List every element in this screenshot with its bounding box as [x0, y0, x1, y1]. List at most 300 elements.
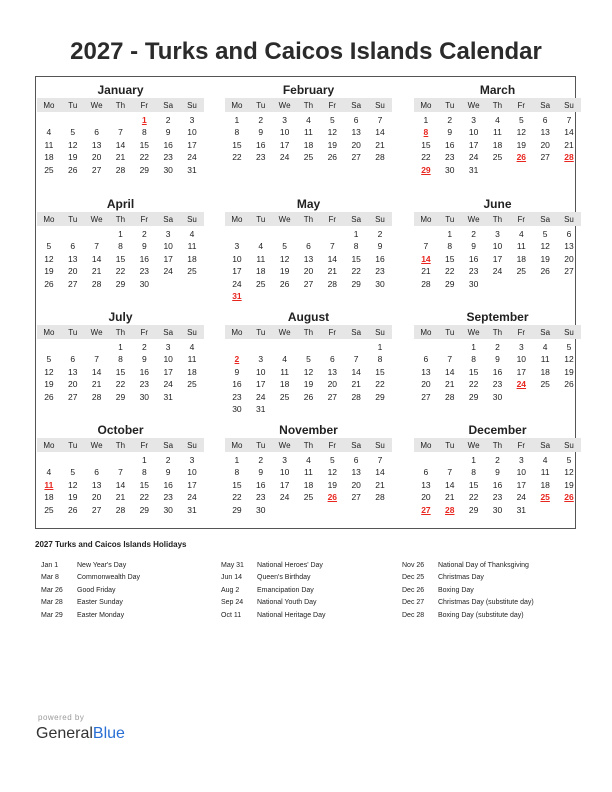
day-cell: 19	[540, 253, 550, 264]
day-cell: 13	[303, 253, 314, 264]
day-cell: 30	[139, 278, 150, 289]
weekday-label: We	[278, 327, 291, 337]
day-cell: 22	[468, 492, 479, 503]
weekday-header	[37, 98, 204, 112]
day-cell: 28	[375, 492, 385, 503]
day-cell: 25	[303, 492, 314, 503]
day-cell: 23	[445, 152, 455, 163]
day-cell: 23	[232, 391, 242, 402]
day-cell: 2	[141, 342, 147, 352]
weekday-label: Su	[187, 327, 197, 337]
day-cell: 11	[280, 366, 290, 377]
day-cell: 14	[445, 479, 455, 490]
day-cell: 17	[163, 253, 173, 264]
day-cell: 8	[141, 467, 147, 478]
day-cell: 7	[329, 241, 335, 252]
weekday-label: Mo	[231, 214, 243, 224]
day-cell: 8	[447, 241, 453, 252]
day-cell: 6	[353, 115, 359, 125]
weekday-label: Th	[492, 100, 503, 110]
weekday-label: We	[467, 327, 480, 337]
holiday-day-cell: 2	[234, 354, 240, 365]
day-cell: 8	[118, 354, 123, 365]
day-cell: 11	[304, 467, 313, 478]
day-cell: 29	[468, 504, 479, 515]
day-cell: 5	[329, 455, 335, 465]
day-cell: 27	[564, 266, 574, 277]
day-cell: 13	[91, 139, 102, 150]
holiday-day-cell: 26	[327, 492, 338, 503]
day-cell: 7	[447, 354, 453, 365]
day-cell: 8	[118, 241, 123, 252]
month-february	[225, 83, 392, 163]
day-cell: 30	[492, 391, 503, 402]
holiday-day-cell: 8	[423, 127, 429, 138]
day-cell: 7	[566, 115, 572, 125]
weekday-label: Su	[187, 100, 197, 110]
day-cell: 16	[492, 479, 503, 490]
holiday-name: National Heroes' Day	[257, 562, 323, 569]
day-cell: 26	[44, 278, 54, 289]
day-cell: 17	[279, 139, 290, 150]
day-cell: 22	[139, 152, 150, 163]
day-cell: 27	[327, 391, 338, 402]
day-cell: 4	[189, 342, 195, 352]
day-cell: 29	[139, 164, 150, 175]
day-cell: 12	[44, 253, 54, 264]
holiday-item	[221, 585, 325, 597]
day-cell: 2	[471, 229, 476, 239]
day-cell: 3	[189, 115, 195, 125]
weekday-label: Sa	[351, 100, 362, 110]
day-cell: 8	[234, 467, 240, 478]
day-cell: 15	[445, 253, 455, 264]
day-cell: 9	[141, 241, 147, 252]
day-cell: 5	[70, 467, 76, 478]
day-cell: 10	[516, 467, 527, 478]
day-cell: 19	[564, 366, 574, 377]
weekday-label: Th	[492, 214, 503, 224]
powered-by-label: powered by	[38, 713, 85, 722]
day-cell: 19	[516, 139, 527, 150]
day-cell: 9	[258, 467, 264, 478]
day-cell: 19	[279, 266, 290, 277]
month-november	[225, 423, 392, 515]
day-cell: 22	[139, 492, 150, 503]
holiday-date: Dec 28	[402, 611, 425, 619]
day-cell: 11	[187, 241, 197, 252]
day-cell: 5	[566, 455, 572, 465]
day-cell: 26	[564, 379, 574, 390]
day-cell: 20	[91, 152, 102, 163]
month-name: May	[296, 197, 321, 211]
day-cell: 16	[139, 253, 150, 264]
day-cell: 30	[232, 404, 242, 414]
day-cell: 16	[468, 253, 479, 264]
day-cell: 14	[375, 127, 385, 138]
holiday-date: Jan 1	[41, 562, 59, 569]
holiday-column	[221, 560, 325, 622]
day-cell: 19	[564, 479, 574, 490]
weekday-label: Mo	[231, 440, 243, 450]
weekday-label: Su	[187, 214, 197, 224]
day-cell: 11	[540, 354, 550, 365]
weekday-label: We	[467, 100, 480, 110]
day-cell: 24	[279, 152, 290, 163]
day-cell: 7	[377, 115, 383, 125]
day-cell: 7	[94, 354, 99, 365]
generalblue-logo[interactable]	[36, 725, 125, 743]
weekday-label: Tu	[256, 214, 266, 224]
day-cell: 4	[46, 127, 52, 138]
day-cell: 21	[91, 379, 102, 390]
weekday-label: Tu	[445, 214, 455, 224]
day-cell: 1	[423, 115, 429, 125]
holiday-date: May 31	[221, 562, 244, 569]
day-cell: 5	[518, 115, 524, 125]
holiday-item	[41, 585, 140, 597]
day-cell: 11	[44, 139, 54, 150]
weekday-label: Su	[564, 214, 574, 224]
day-cell: 27	[91, 504, 102, 515]
day-cell: 1	[471, 455, 476, 465]
month-name: July	[108, 310, 133, 324]
holiday-item	[41, 597, 140, 609]
day-cell: 14	[327, 253, 338, 264]
day-cell: 1	[377, 342, 383, 352]
day-cell: 4	[306, 455, 311, 465]
day-cell: 21	[564, 139, 574, 150]
holiday-item	[402, 585, 534, 597]
day-cell: 3	[518, 455, 524, 465]
day-cell: 18	[303, 139, 314, 150]
day-cell: 13	[91, 479, 102, 490]
weekday-label: Mo	[420, 214, 432, 224]
day-cell: 7	[447, 467, 453, 478]
day-cell: 22	[421, 152, 431, 163]
weekday-label: Sa	[351, 440, 362, 450]
day-cell: 21	[351, 379, 361, 390]
day-cell: 2	[377, 229, 383, 239]
holiday-date: Sep 24	[221, 599, 244, 607]
day-cell: 1	[118, 342, 123, 352]
day-cell: 24	[468, 152, 479, 163]
weekday-label: We	[278, 440, 291, 450]
day-cell: 11	[256, 253, 266, 264]
day-cell: 2	[165, 115, 171, 125]
day-cell: 17	[516, 366, 527, 377]
holiday-date: Oct 11	[221, 611, 242, 619]
day-cell: 4	[306, 115, 311, 125]
weekday-label: Tu	[445, 440, 455, 450]
day-cell: 17	[468, 139, 479, 150]
day-cell: 28	[327, 278, 338, 289]
day-cell: 20	[421, 492, 431, 503]
day-cell: 25	[516, 266, 527, 277]
weekday-label: Mo	[420, 327, 432, 337]
day-cell: 31	[516, 504, 527, 515]
holiday-day-cell: 31	[232, 291, 242, 301]
day-cell: 3	[495, 229, 500, 239]
holiday-name: Easter Monday	[77, 611, 125, 619]
day-cell: 16	[232, 379, 242, 390]
weekday-label: Sa	[540, 214, 551, 224]
day-cell: 18	[279, 379, 290, 390]
month-name: November	[279, 423, 338, 437]
weekday-header	[225, 212, 392, 226]
weekday-label: Th	[303, 214, 314, 224]
month-name: September	[466, 310, 529, 324]
weekday-label: Fr	[328, 214, 337, 224]
day-cell: 17	[256, 379, 266, 390]
weekday-label: We	[278, 100, 291, 110]
day-cell: 31	[256, 404, 266, 414]
day-cell: 7	[118, 127, 123, 138]
weekday-label: Su	[564, 440, 574, 450]
day-cell: 25	[279, 391, 290, 402]
day-cell: 13	[351, 127, 361, 138]
day-cell: 15	[139, 479, 150, 490]
day-cell: 21	[421, 266, 431, 277]
day-cell: 10	[279, 127, 290, 138]
month-january	[37, 83, 204, 175]
weekday-label: Th	[115, 214, 126, 224]
holiday-name: Easter Sunday	[77, 599, 123, 607]
day-cell: 26	[68, 164, 78, 175]
page-title: 2027 - Turks and Caicos Islands Calendar	[70, 38, 542, 65]
day-cell: 14	[115, 479, 126, 490]
holiday-day-cell: 28	[445, 504, 455, 515]
holiday-date: Mar 26	[41, 586, 63, 594]
weekday-label: Fr	[140, 100, 149, 110]
weekday-label: Sa	[163, 100, 174, 110]
day-cell: 6	[423, 467, 429, 478]
day-cell: 24	[516, 492, 527, 503]
holiday-name: Queen's Birthday	[257, 574, 311, 582]
weekday-label: We	[467, 214, 480, 224]
day-cell: 12	[564, 467, 574, 478]
day-cell: 18	[540, 366, 550, 377]
day-cell: 17	[187, 139, 197, 150]
weekday-label: Fr	[328, 100, 337, 110]
day-cell: 13	[327, 366, 338, 377]
day-cell: 5	[542, 229, 548, 239]
day-cell: 9	[471, 241, 476, 252]
weekday-label: Sa	[540, 327, 551, 337]
weekday-header	[414, 325, 581, 339]
weekday-label: Su	[375, 214, 385, 224]
day-cell: 13	[68, 253, 78, 264]
weekday-label: Sa	[163, 214, 174, 224]
day-cell: 1	[234, 115, 240, 125]
holiday-day-cell: 26	[564, 492, 574, 503]
day-cell: 30	[163, 164, 173, 175]
day-cell: 18	[492, 139, 503, 150]
day-cell: 26	[279, 278, 290, 289]
weekday-header	[37, 212, 204, 226]
month-name: June	[483, 197, 512, 211]
day-cell: 10	[163, 241, 173, 252]
month-june	[414, 197, 581, 289]
holiday-item	[41, 560, 140, 572]
weekday-label: We	[90, 440, 103, 450]
day-cell: 5	[46, 354, 52, 365]
holiday-column	[41, 560, 140, 622]
weekday-label: Tu	[256, 100, 266, 110]
holiday-date: Dec 25	[402, 574, 425, 582]
day-cell: 26	[68, 504, 78, 515]
day-cell: 31	[163, 391, 173, 402]
day-cell: 11	[187, 354, 197, 365]
holiday-day-cell: 1	[141, 115, 147, 125]
weekday-label: Sa	[163, 327, 174, 337]
day-cell: 12	[540, 241, 550, 252]
holidays-title: 2027 Turks and Caicos Islands Holidays	[35, 540, 187, 549]
day-cell: 9	[165, 467, 171, 478]
day-cell: 23	[139, 266, 150, 277]
day-cell: 30	[445, 164, 455, 175]
day-cell: 15	[468, 479, 479, 490]
weekday-label: Mo	[43, 327, 55, 337]
weekday-label: Tu	[68, 214, 78, 224]
weekday-label: Tu	[68, 100, 78, 110]
weekday-label: Tu	[256, 440, 266, 450]
day-cell: 20	[91, 492, 102, 503]
day-cell: 5	[282, 241, 287, 252]
day-cell: 12	[44, 366, 54, 377]
day-cell: 14	[115, 139, 126, 150]
day-cell: 18	[187, 253, 197, 264]
holiday-name: National Day of Thanksgiving	[438, 562, 529, 569]
weekday-label: Th	[303, 327, 314, 337]
holiday-date: Aug 2	[221, 586, 240, 594]
day-cell: 1	[471, 342, 476, 352]
month-april	[37, 197, 204, 289]
day-cell: 14	[445, 366, 455, 377]
day-cell: 18	[540, 479, 550, 490]
day-cell: 17	[187, 479, 197, 490]
holiday-day-cell: 29	[421, 164, 431, 175]
day-cell: 19	[327, 139, 338, 150]
day-cell: 28	[351, 391, 361, 402]
day-cell: 2	[165, 455, 171, 465]
day-cell: 13	[421, 366, 431, 377]
day-cell: 16	[375, 253, 385, 264]
day-cell: 15	[421, 139, 431, 150]
weekday-label: Tu	[445, 100, 455, 110]
weekday-label: Sa	[351, 327, 362, 337]
holiday-day-cell: 25	[540, 492, 550, 503]
holiday-date: Jun 14	[221, 574, 243, 582]
day-cell: 8	[234, 127, 240, 138]
day-cell: 11	[516, 241, 526, 252]
day-cell: 3	[258, 354, 264, 365]
day-cell: 19	[68, 152, 78, 163]
day-cell: 30	[139, 391, 150, 402]
holiday-date: Mar 29	[41, 611, 63, 619]
month-name: March	[479, 83, 516, 97]
month-october	[37, 423, 204, 515]
weekday-label: Fr	[517, 214, 526, 224]
weekday-header	[414, 212, 581, 226]
day-cell: 24	[256, 391, 266, 402]
day-cell: 18	[44, 152, 54, 163]
weekday-label: Fr	[140, 327, 149, 337]
day-cell: 22	[351, 266, 361, 277]
holiday-item	[402, 597, 534, 609]
day-cell: 9	[234, 366, 240, 377]
weekday-label: We	[278, 214, 291, 224]
day-cell: 8	[471, 354, 476, 365]
day-cell: 10	[163, 354, 173, 365]
day-cell: 14	[351, 366, 361, 377]
holiday-name: Christmas Day	[438, 574, 484, 582]
holiday-date: Dec 27	[402, 599, 425, 607]
day-cell: 23	[139, 379, 150, 390]
weekday-label: Su	[375, 100, 385, 110]
weekday-header	[37, 438, 204, 452]
day-cell: 4	[542, 455, 548, 465]
day-cell: 25	[256, 278, 266, 289]
day-cell: 10	[468, 127, 479, 138]
day-cell: 20	[68, 266, 78, 277]
weekday-header	[225, 98, 392, 112]
day-cell: 22	[375, 379, 385, 390]
day-cell: 12	[327, 467, 338, 478]
day-cell: 27	[91, 164, 102, 175]
day-cell: 29	[232, 504, 242, 515]
day-cell: 3	[165, 342, 171, 352]
day-cell: 15	[139, 139, 150, 150]
weekday-label: Su	[187, 440, 197, 450]
weekday-label: We	[90, 214, 103, 224]
day-cell: 2	[258, 115, 264, 125]
day-cell: 5	[329, 115, 335, 125]
day-cell: 23	[492, 492, 503, 503]
day-cell: 21	[91, 266, 102, 277]
day-cell: 22	[445, 266, 455, 277]
day-cell: 30	[375, 278, 385, 289]
day-cell: 28	[421, 278, 431, 289]
holiday-item	[221, 597, 325, 609]
day-cell: 29	[445, 278, 455, 289]
day-cell: 1	[141, 455, 147, 465]
day-cell: 24	[232, 278, 242, 289]
day-cell: 14	[375, 467, 385, 478]
weekday-label: Sa	[540, 440, 551, 450]
day-cell: 20	[540, 139, 550, 150]
day-cell: 16	[163, 479, 173, 490]
day-cell: 6	[353, 455, 359, 465]
holiday-date: Mar 8	[41, 574, 59, 582]
weekday-label: Th	[303, 100, 314, 110]
day-cell: 1	[118, 229, 123, 239]
day-cell: 23	[163, 152, 173, 163]
day-cell: 27	[351, 492, 361, 503]
day-cell: 18	[256, 266, 266, 277]
day-cell: 3	[282, 455, 287, 465]
weekday-label: Fr	[517, 440, 526, 450]
month-name: August	[287, 310, 330, 324]
day-cell: 22	[232, 492, 242, 503]
day-cell: 25	[187, 266, 197, 277]
day-cell: 1	[234, 455, 240, 465]
day-cell: 7	[377, 455, 383, 465]
day-cell: 8	[471, 467, 476, 478]
weekday-label: Mo	[420, 100, 432, 110]
month-august	[225, 310, 392, 414]
day-cell: 12	[68, 139, 78, 150]
